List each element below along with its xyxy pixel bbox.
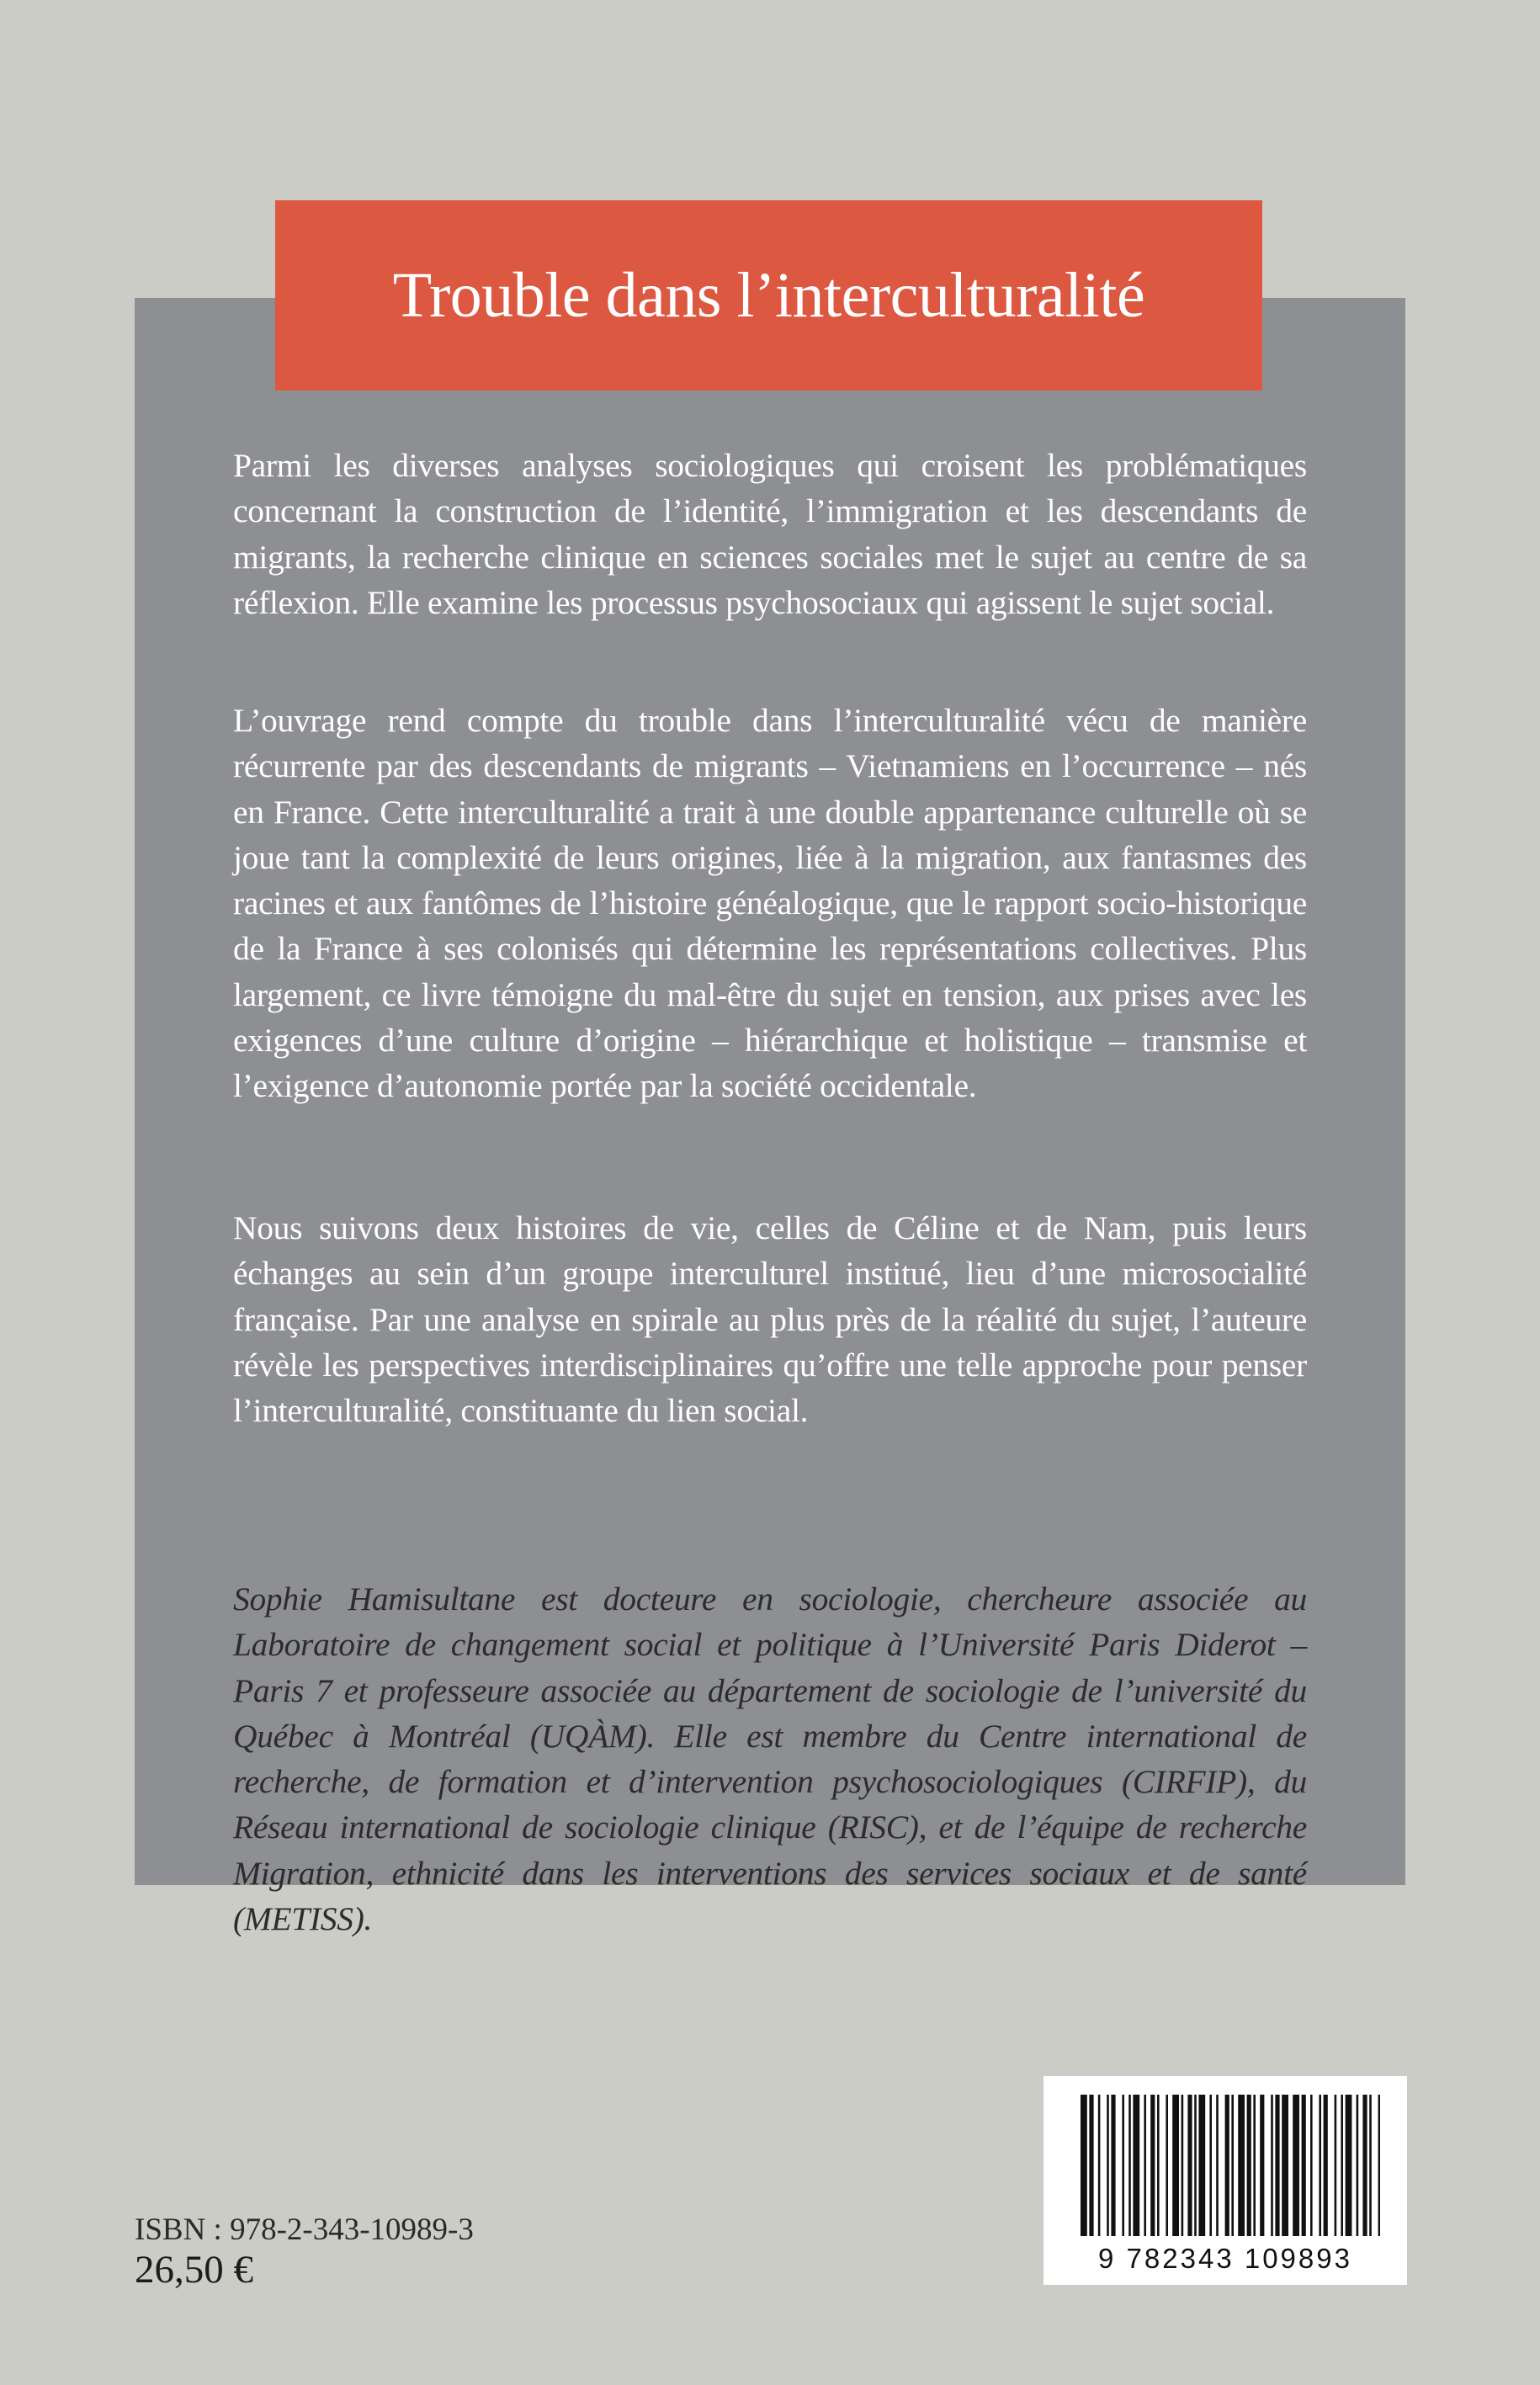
summary-paragraph-1: Parmi les diverses analyses sociologiques qui croisent les problématiques concernant la construction de l’identité, l’immigration et les descendants de migrants, la recherche clinique en sciences sociales met le sujet au centre de sa réflexion. Elle examine les processus psychosociaux qui agissent le sujet social. bbox=[233, 447, 1307, 621]
barcode bbox=[1043, 2076, 1407, 2285]
barcode-digits: 9 782343 109893 bbox=[1098, 2243, 1352, 2274]
summary-paragraph-2: L’ouvrage rend compte du trouble dans l’interculturalité vécu de manière récurrente par des descendants de migrants – Vietnamiens en l’occurrence – nés en France. Cette interculturalité a trait à une double appartenance culturelle où se joue tant la complexité de leurs origines, liée à la migration, aux fantasmes des racines et aux fantômes de l’histoire généalogique, que le rapport socio-historique de la France à ses colonisés qui détermine les représentations collectives. Plus largement, ce livre témoigne du mal-être du sujet en tension, aux prises avec les exigences d’une culture d’origine – hiérarchique et holistique – transmise et l’exigence d’autonomie portée par la société occidentale. bbox=[233, 702, 1307, 1105]
book-title: Trouble dans l’interculturalité bbox=[392, 259, 1145, 331]
summary-paragraph-3: Nous suivons deux histoires de vie, celles de Céline et de Nam, puis leurs échanges au sein d’un groupe interculturel institué, lieu d’une microsocialité française. Par une analyse en spirale au plus près de la réalité du sujet, l’auteure révèle les perspectives interdisciplinaires qu’offre une telle approche pour penser l’interculturalité, constituante du lien social. bbox=[233, 1209, 1307, 1430]
isbn-label: ISBN : 978-2-343-10989-3 bbox=[135, 2212, 474, 2247]
price-label: 26,50 € bbox=[135, 2248, 253, 2292]
author-bio: Sophie Hamisultane est docteure en sociologie, chercheure associée au Laboratoire de changement social et politique à l’Université Paris Diderot – Paris 7 et professeure associée au département de sociologie de l’université du Québec à Montréal (UQÀM). Elle est membre du Centre international de recherche, de formation et d’intervention psychosociologiques (CIRFIP), du Réseau international de sociologie clinique (RISC), et de l’équipe de recherche Migration, ethnicité dans les interventions des services sociaux et de santé (METISS). bbox=[233, 1580, 1307, 1938]
title-banner bbox=[275, 200, 1262, 390]
